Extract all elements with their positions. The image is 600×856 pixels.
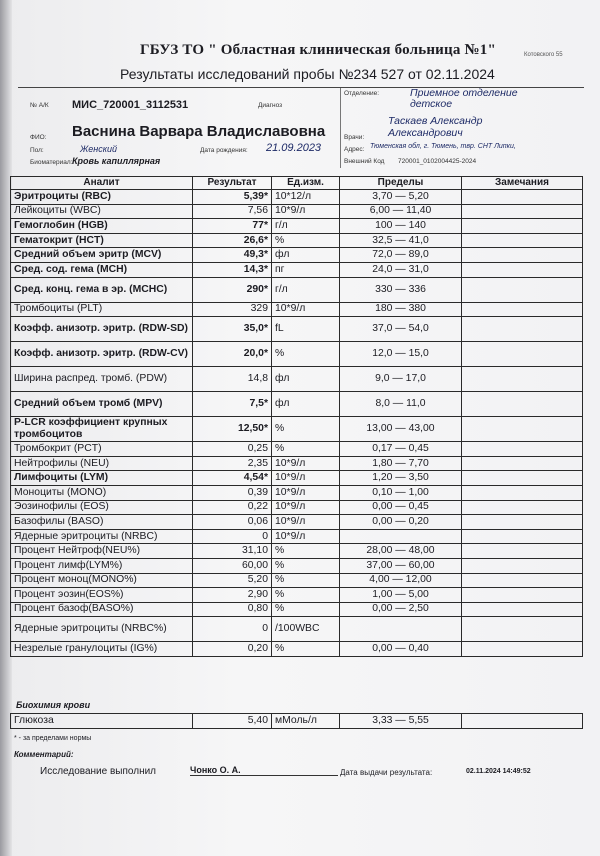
analyte-cell: Гемоглобин (HGB) [11,219,193,234]
analyte-cell: Тромбоциты (PLT) [11,302,193,317]
result-cell: 0,22 [193,500,272,515]
remarks-cell [462,417,583,442]
analyte-cell: Ядерные эритроциты (NRBC%) [11,617,193,642]
remarks-cell [462,529,583,544]
table-row [11,317,583,342]
unit-cell: г/л [272,219,340,234]
result-cell: 2,90 [193,588,272,603]
analyte-cell: Процент базоф(BASO%) [11,602,193,617]
range-cell: 180 — 380 [340,302,462,317]
doctor-value: Таскаев Александр Александрович [388,115,483,139]
range-cell: 3,70 — 5,20 [340,190,462,205]
unit-cell: 10*9/л [272,302,340,317]
sex-value: Женский [80,144,117,154]
comment-label: Комментарий: [14,750,74,759]
remarks-cell [462,367,583,392]
remarks-cell [462,277,583,302]
table-row [11,248,583,263]
analyte-cell: Лимфоциты (LYM) [11,471,193,486]
table-row [11,558,583,573]
range-cell: 6,00 — 11,40 [340,204,462,219]
dob-label: Дата рождения: [200,147,248,154]
range-cell: 32,5 — 41,0 [340,233,462,248]
remarks-cell [462,471,583,486]
extcode-value: 720001_0102004425-2024 [398,158,477,165]
analyte-cell: Эритроциты (RBC) [11,190,193,205]
biochem-range: 3,33 — 5,55 [340,714,462,729]
remarks-cell [462,317,583,342]
unit-cell: 10*9/л [272,500,340,515]
table-row [11,342,583,367]
unit-cell: 10*9/л [272,204,340,219]
table-row [11,588,583,603]
remarks-cell [462,573,583,588]
table-row [11,617,583,642]
range-cell: 0,00 — 0,40 [340,642,462,657]
range-cell: 8,0 — 11,0 [340,392,462,417]
unit-cell: 10*9/л [272,485,340,500]
unit-cell: % [272,573,340,588]
range-cell: 37,0 — 54,0 [340,317,462,342]
table-row [11,544,583,559]
result-cell: 5,39* [193,190,272,205]
biochem-unit: мМоль/л [272,714,340,729]
table-row [11,500,583,515]
result-cell: 14,8 [193,367,272,392]
remarks-cell [462,219,583,234]
result-cell: 0 [193,617,272,642]
result-cell: 2,35 [193,456,272,471]
remarks-cell [462,515,583,530]
analyte-cell: Коэфф. анизотр. эритр. (RDW-SD) [11,317,193,342]
analyte-cell: P-LCR коэффициент крупных тромбоцитов [11,417,193,442]
range-cell [340,617,462,642]
remarks-cell [462,392,583,417]
remarks-cell [462,500,583,515]
analyte-cell: Средний объем эритр (MCV) [11,248,193,263]
unit-cell: фл [272,392,340,417]
patient-info-divider [340,88,341,168]
table-row [11,456,583,471]
unit-cell: фл [272,367,340,392]
result-cell: 0,39 [193,485,272,500]
analyte-cell: Коэфф. анизотр. эритр. (RDW-CV) [11,342,193,367]
out-of-range-note: * - за пределами нормы [14,735,92,742]
doctor-label: Врачи: [344,134,365,141]
result-cell: 35,0* [193,317,272,342]
card-label: № А/К [30,102,49,109]
unit-cell: % [272,558,340,573]
table-row [11,302,583,317]
analyte-cell: Процент Нейтроф(NEU%) [11,544,193,559]
table-row [11,219,583,234]
unit-cell: % [272,442,340,457]
range-cell: 13,00 — 43,00 [340,417,462,442]
range-cell: 0,00 — 2,50 [340,602,462,617]
department-value: Приемное отделение детское [410,87,518,110]
table-row [11,442,583,457]
analyte-cell: Моноциты (MONO) [11,485,193,500]
table-row [11,277,583,302]
range-cell: 0,00 — 0,20 [340,515,462,530]
fio-value: Васнина Варвара Владиславовна [72,123,326,140]
range-cell: 100 — 140 [340,219,462,234]
remarks-cell [462,302,583,317]
address-label: Адрес: [344,146,365,153]
unit-cell: 10*9/л [272,529,340,544]
performed-by-value: Чонко О. А. [190,765,338,776]
range-cell: 37,00 — 60,00 [340,558,462,573]
biochem-result: 5,40 [193,714,272,729]
sex-label: Пол: [30,147,44,154]
result-cell: 0,20 [193,642,272,657]
range-cell: 4,00 — 12,00 [340,573,462,588]
remarks-cell [462,233,583,248]
issue-date-value: 02.11.2024 14:49:52 [466,768,531,775]
unit-cell: % [272,544,340,559]
table-row [11,190,583,205]
unit-cell: % [272,642,340,657]
table-row [11,262,583,277]
result-cell: 4,54* [193,471,272,486]
performed-by-label: Исследование выполнил [40,766,157,777]
result-cell: 0,25 [193,442,272,457]
analyte-cell: Сред. сод. гема (MCH) [11,262,193,277]
remarks-cell [462,342,583,367]
result-cell: 0,06 [193,515,272,530]
result-cell: 7,56 [193,204,272,219]
remarks-cell [462,204,583,219]
table-row [11,602,583,617]
extcode-label: Внешний Код [344,158,385,165]
remarks-cell [462,588,583,603]
remarks-cell [462,558,583,573]
table-header-row [11,177,583,190]
unit-cell: % [272,588,340,603]
biochem-remarks [462,714,583,729]
unit-cell: 10*9/л [272,456,340,471]
unit-cell: % [272,342,340,367]
table-row [11,529,583,544]
unit-cell: % [272,233,340,248]
patient-info-block [18,87,584,171]
table-row [11,485,583,500]
material-value: Кровь капиллярная [72,156,161,166]
unit-cell: 10*12/л [272,190,340,205]
range-cell: 0,17 — 0,45 [340,442,462,457]
table-row [11,204,583,219]
biochem-analyte: Глюкоза [11,714,193,729]
analyte-cell: Средний объем тромб (MPV) [11,392,193,417]
analyte-cell: Тромбокрит (PCT) [11,442,193,457]
remarks-cell [462,442,583,457]
result-cell: 60,00 [193,558,272,573]
result-cell: 20,0* [193,342,272,367]
issue-date-label: Дата выдачи результата: [340,768,433,777]
analyte-cell: Лейкоциты (WBC) [11,204,193,219]
results-title: Результаты исследований пробы №234 527 от 02.11.2024 [120,66,495,82]
column-header-remarks: Замечания [462,177,583,190]
remarks-cell [462,190,583,205]
result-cell: 14,3* [193,262,272,277]
analyte-cell: Эозинофилы (EOS) [11,500,193,515]
fio-label: ФИО: [30,134,47,141]
unit-cell: % [272,417,340,442]
range-cell: 1,20 — 3,50 [340,471,462,486]
remarks-cell [462,262,583,277]
hospital-name: ГБУЗ ТО " Областная клиническая больница №1" [140,42,497,58]
result-cell: 7,5* [193,392,272,417]
unit-cell: 10*9/л [272,515,340,530]
table-row [11,392,583,417]
analyte-cell: Ядерные эритроциты (NRBC) [11,529,193,544]
table-row [11,233,583,248]
analyte-cell: Процент моноц(MONO%) [11,573,193,588]
remarks-cell [462,602,583,617]
range-cell: 72,0 — 89,0 [340,248,462,263]
range-cell: 9,0 — 17,0 [340,367,462,392]
result-cell: 49,3* [193,248,272,263]
table-row [11,367,583,392]
result-cell: 0,80 [193,602,272,617]
range-cell: 0,00 — 0,45 [340,500,462,515]
result-cell: 26,6* [193,233,272,248]
table-row [11,714,583,729]
table-row [11,573,583,588]
remarks-cell [462,642,583,657]
remarks-cell [462,248,583,263]
range-cell: 1,80 — 7,70 [340,456,462,471]
table-row [11,515,583,530]
range-cell: 0,10 — 1,00 [340,485,462,500]
analyte-cell: Незрелые гранулоциты (IG%) [11,642,193,657]
table-row [11,642,583,657]
range-cell: 28,00 — 48,00 [340,544,462,559]
column-header-result: Результат [193,177,272,190]
results-table [10,176,583,657]
remarks-cell [462,485,583,500]
result-cell: 31,10 [193,544,272,559]
unit-cell: пг [272,262,340,277]
diagnosis-label: Диагноз [258,102,283,109]
unit-cell: 10*9/л [272,471,340,486]
analyte-cell: Гематокрит (HCT) [11,233,193,248]
card-value: МИС_720001_3112531 [72,99,189,111]
analyte-cell: Процент лимф(LYM%) [11,558,193,573]
analyte-cell: Сред. конц. гема в эр. (MCHC) [11,277,193,302]
unit-cell: fL [272,317,340,342]
column-header-unit: Ед.изм. [272,177,340,190]
result-cell: 5,20 [193,573,272,588]
unit-cell: /100WBC [272,617,340,642]
result-cell: 77* [193,219,272,234]
biochem-table [10,713,583,729]
range-cell [340,529,462,544]
analyte-cell: Базофилы (BASO) [11,515,193,530]
result-cell: 0 [193,529,272,544]
unit-cell: фл [272,248,340,263]
analyte-cell: Нейтрофилы (NEU) [11,456,193,471]
remarks-cell [462,544,583,559]
analyte-cell: Процент эозин(EOS%) [11,588,193,603]
biochem-title: Биохимия крови [16,700,91,710]
hospital-address: Котовского 55 [524,52,563,58]
result-cell: 290* [193,277,272,302]
address-value: Тюменская обл, г. Тюмень, твр. СНТ Липки, [370,143,516,150]
range-cell: 330 — 336 [340,277,462,302]
range-cell: 12,0 — 15,0 [340,342,462,367]
analyte-cell: Ширина распред. тромб. (PDW) [11,367,193,392]
column-header-analyte: Аналит [11,177,193,190]
department-label: Отделение: [344,90,380,97]
remarks-cell [462,617,583,642]
result-cell: 12,50* [193,417,272,442]
range-cell: 1,00 — 5,00 [340,588,462,603]
range-cell: 24,0 — 31,0 [340,262,462,277]
table-row [11,471,583,486]
table-row [11,417,583,442]
column-header-range: Пределы [340,177,462,190]
unit-cell: % [272,602,340,617]
result-cell: 329 [193,302,272,317]
material-label: Биоматериал: [30,159,73,166]
unit-cell: г/л [272,277,340,302]
remarks-cell [462,456,583,471]
dob-value: 21.09.2023 [266,142,322,154]
